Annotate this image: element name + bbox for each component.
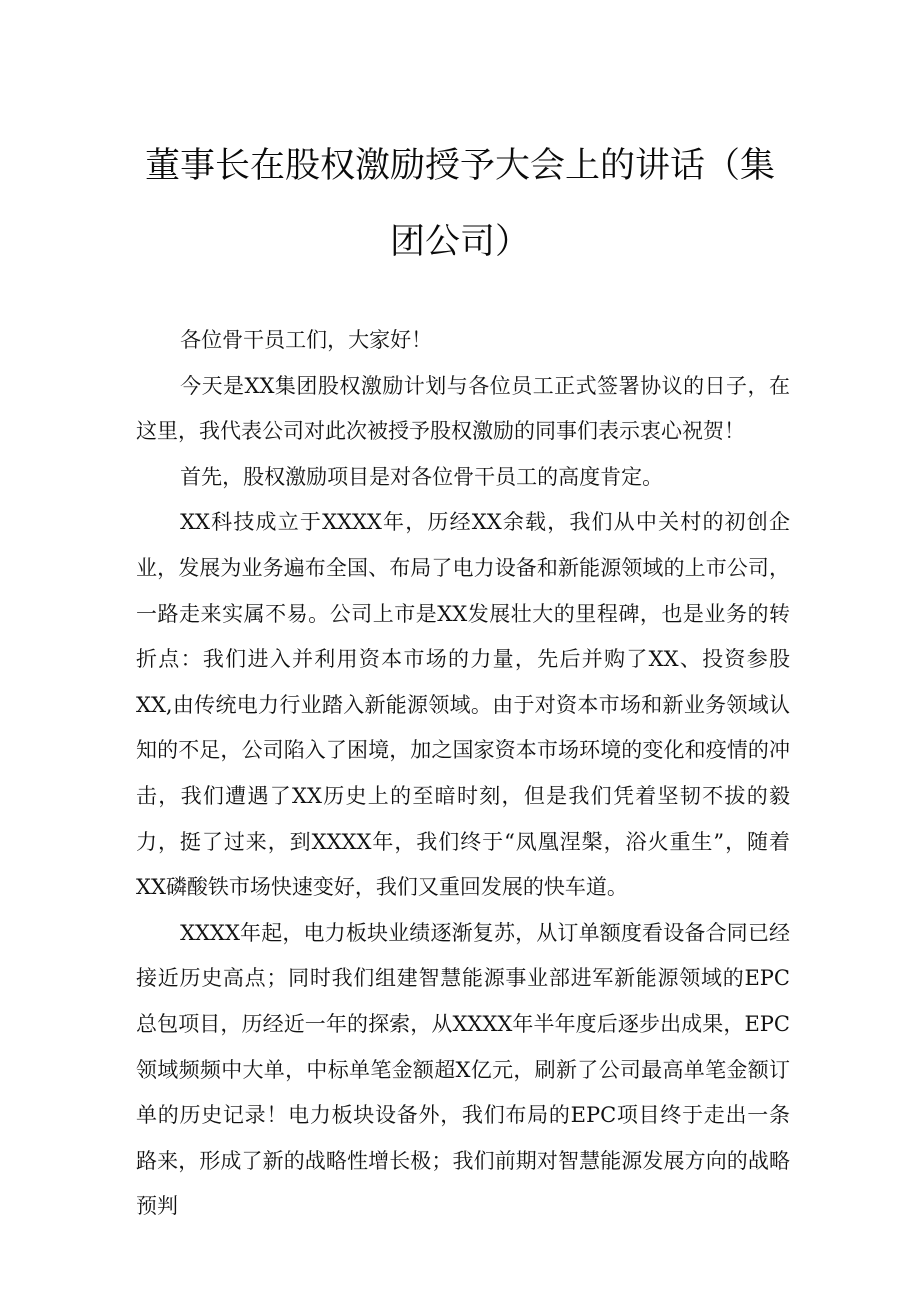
paragraph-business-recovery: XXXX年起，电力板块业绩逐渐复苏，从订单额度看设备合同已经接近历史高点；同时我们组建智慧能源事业部进军新能源领域的EPC总包项目，历经近一年的探索，从XXXX年半年度后逐步出成果，EPC领域频频中大单，中标单笔金额超X亿元，刷新了公司最高单笔金额订单的历史记录！电力板块设备外，我们布局的EPC项目终于走出一条路来，形成了新的战略性增长极；我们前期对智慧能源发展方向的战略预判	[136, 920, 790, 1219]
document-title: 董事长在股权激励授予大会上的讲话（集团公司）	[144, 146, 775, 262]
paragraph-first-point: 首先，股权激励项目是对各位骨干员工的高度肯定。	[180, 464, 664, 489]
paragraph-congratulations: 今天是XX集团股权激励计划与各位员工正式签署协议的日子，在这里，我代表公司对此次被授予股权激励的同事们表示衷心祝贺！	[136, 373, 790, 444]
document-body	[136, 318, 790, 1230]
paragraph-greeting: 各位骨干员工们，大家好！	[180, 328, 433, 352]
paragraph-company-history: XX科技成立于XXXX年，历经XX余载，我们从中关村的初创企业，发展为业务遍布全国、布局了电力设备和新能源领域的上市公司，一路走来实属不易。公司上市是XX发展壮大的里程碑，也是业务的转折点：我们进入并利用资本市场的力量，先后并购了XX、投资参股XX,由传统电力行业踏入新能源领域。由于对资本市场和新业务领域认知的不足，公司陷入了困境，加之国家资本市场环境的变化和疫情的冲击，我们遭遇了XX历史上的至暗时刻，但是我们凭着坚韧不拔的毅力，挺了过来，到XXXX年，我们终于“凤凰涅槃，浴火重生”，随着XX磷酸铁市场快速变好，我们又重回发展的快车道。	[136, 510, 790, 900]
